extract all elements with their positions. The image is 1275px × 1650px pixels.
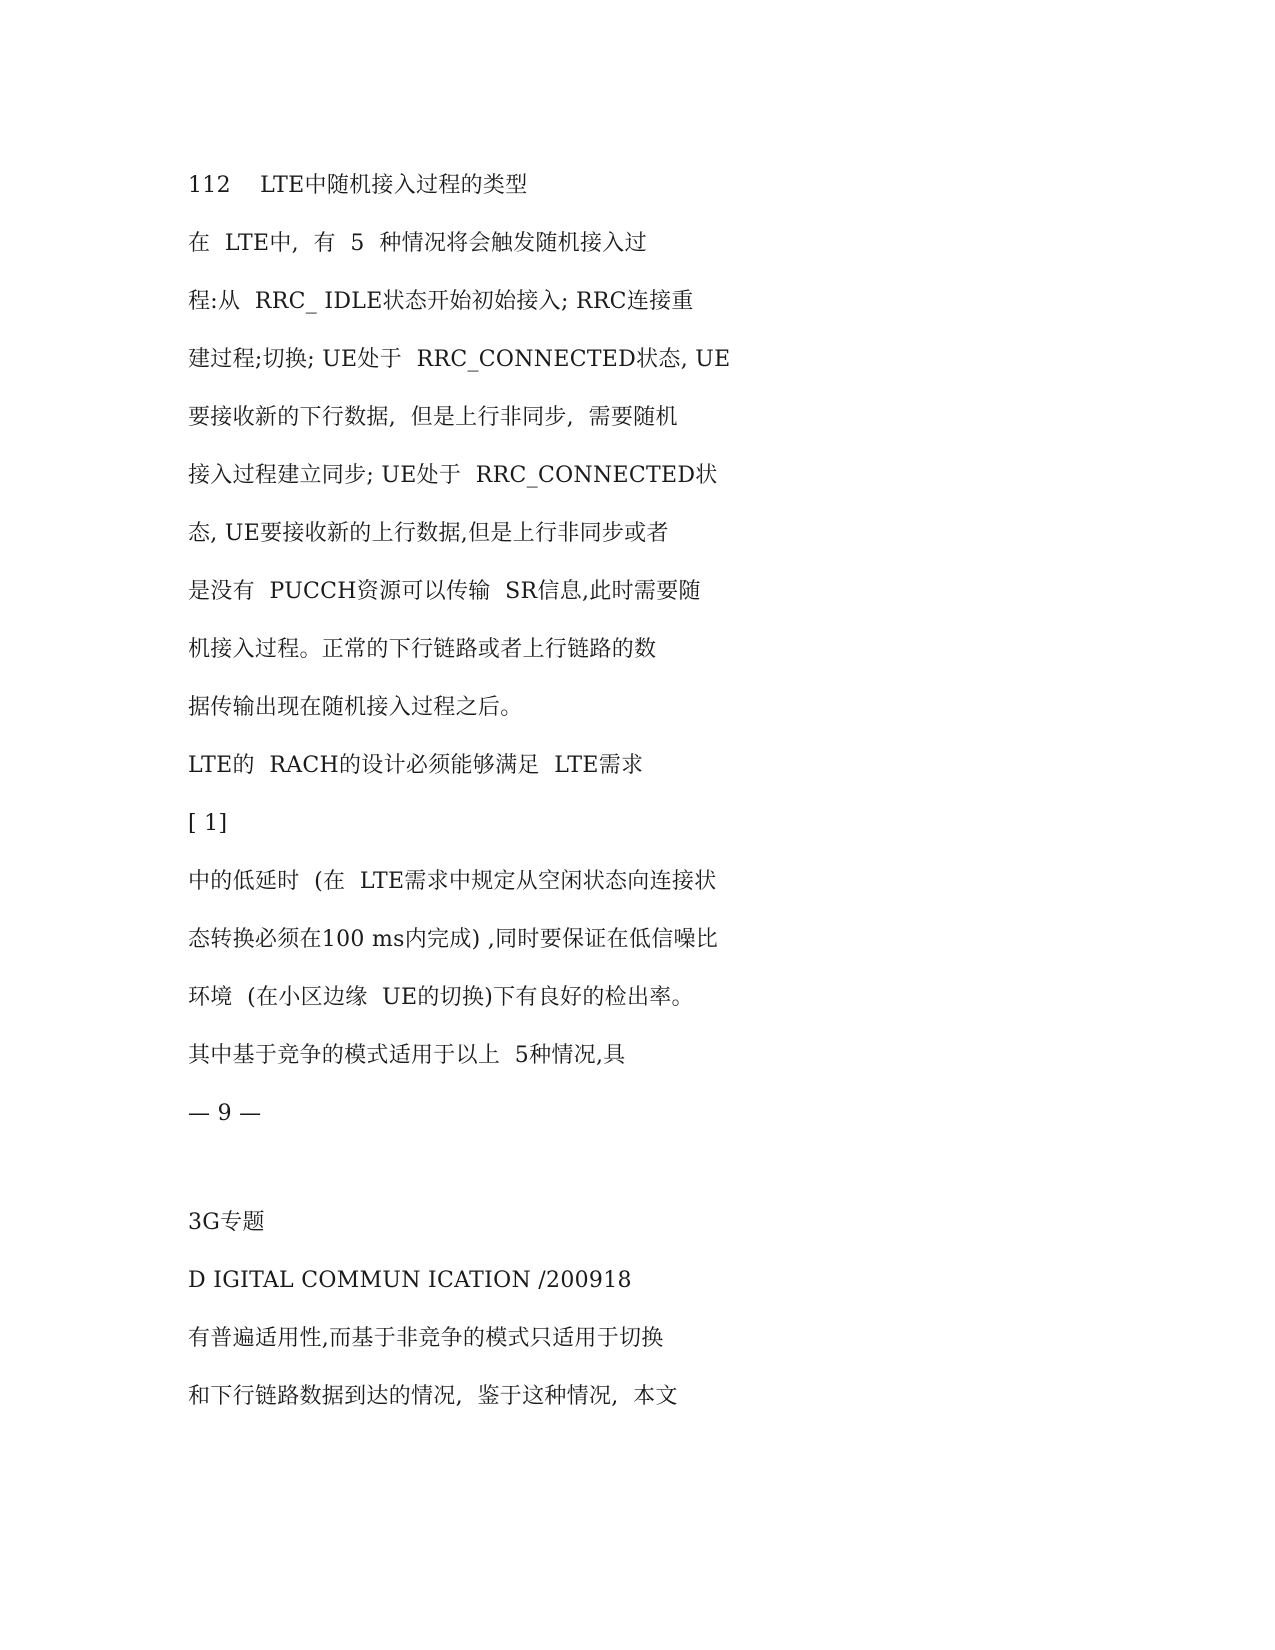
body-text-line: 是没有 PUCCH资源可以传输 SR信息,此时需要随 [188, 579, 701, 604]
body-text-line: 中的低延时 (在 LTE需求中规定从空闲状态向连接状 [188, 869, 717, 894]
body-text-line: 态, UE要接收新的上行数据,但是上行非同步或者 [188, 521, 669, 546]
body-text-line: 和下行链路数据到达的情况, 鉴于这种情况, 本文 [188, 1384, 678, 1409]
body-text-line: 机接入过程。正常的下行链路或者上行链路的数 [188, 637, 657, 662]
body-text-line: 态转换必须在100 ms内完成) ,同时要保证在低信噪比 [188, 927, 719, 952]
section-heading: 112 LTE中随机接入过程的类型 [188, 173, 528, 198]
body-text-line: 接入过程建立同步; UE处于 RRC_CONNECTED状 [188, 463, 718, 488]
body-text-line: 要接收新的下行数据, 但是上行非同步, 需要随机 [188, 405, 678, 430]
reference-marker: [ 1] [188, 811, 228, 836]
body-text-line: 环境 (在小区边缘 UE的切换)下有良好的检出率。 [188, 985, 694, 1010]
running-header-journal: D IGITAL COMMUN ICATION /200918 [188, 1268, 632, 1293]
body-text-line: 据传输出现在随机接入过程之后。 [188, 695, 523, 720]
running-header-section: 3G专题 [188, 1210, 265, 1235]
body-text-line: 其中基于竞争的模式适用于以上 5种情况,具 [188, 1043, 626, 1068]
page-number: — 9 — [188, 1101, 262, 1126]
body-text-line: LTE的 RACH的设计必须能够满足 LTE需求 [188, 753, 644, 778]
body-text-line: 有普遍适用性,而基于非竞争的模式只适用于切换 [188, 1326, 664, 1351]
body-text-line: 建过程;切换; UE处于 RRC_CONNECTED状态, UE [188, 347, 731, 372]
body-text-line: 在 LTE中, 有 5 种情况将会触发随机接入过 [188, 231, 647, 256]
body-text-line: 程:从 RRC_ IDLE状态开始初始接入; RRC连接重 [188, 289, 694, 314]
